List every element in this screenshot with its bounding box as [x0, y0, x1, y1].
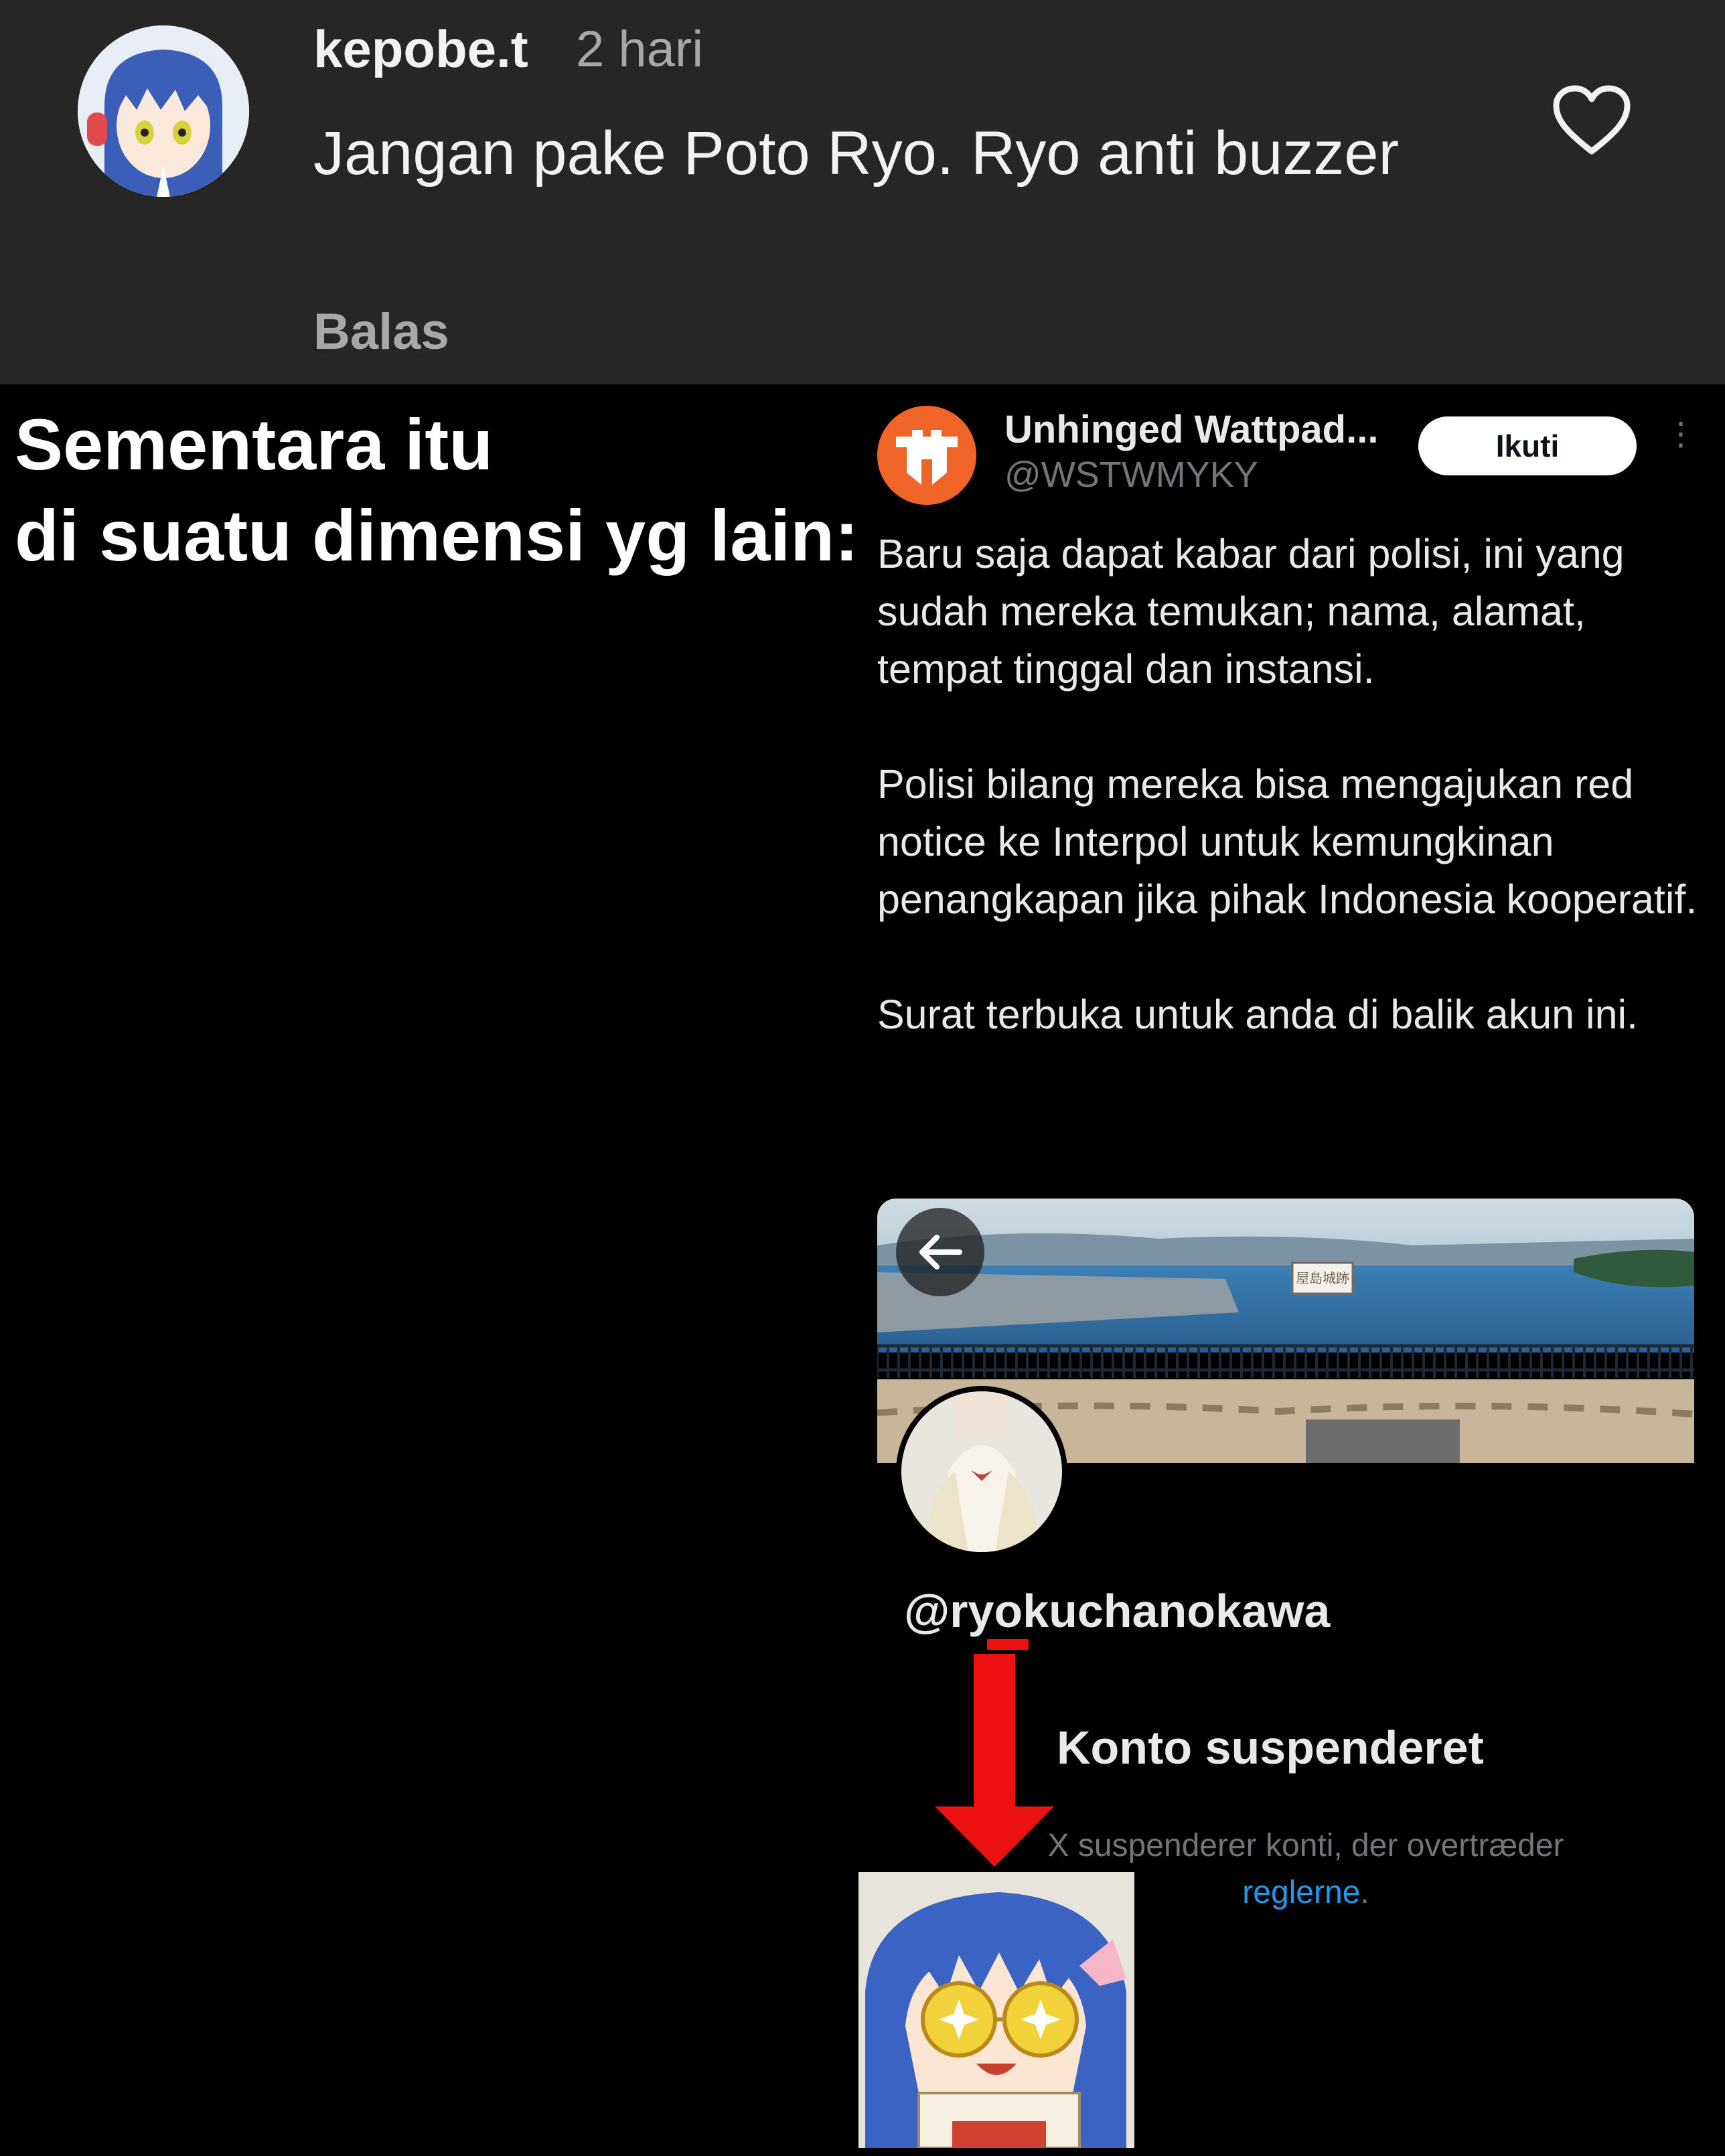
banner-sign-text: 屋島城跡: [1296, 1270, 1349, 1286]
suspended-profile-handle: @ryokuchanokawa: [904, 1585, 1331, 1637]
comment-username[interactable]: kepobe.t: [313, 19, 528, 78]
suspended-profile-avatar[interactable]: [896, 1386, 1067, 1557]
ryo-sticker-image: [858, 1872, 1134, 2148]
caption-line-2: di suatu dimensi yg lain:: [15, 495, 859, 576]
tweet-author-name[interactable]: Unhinged Wattpad...: [1004, 408, 1379, 451]
follow-button[interactable]: Ikuti: [1418, 416, 1637, 475]
heart-outline-icon[interactable]: [1552, 84, 1631, 157]
more-vertical-icon[interactable]: ⋮: [1665, 416, 1697, 452]
red-arrow-icon: [931, 1639, 1058, 1867]
suspended-message-text: X suspenderer konti, der overtræder: [1047, 1828, 1564, 1863]
rules-link[interactable]: reglerne: [1242, 1875, 1361, 1910]
commenter-avatar[interactable]: [78, 25, 249, 197]
comment-timestamp: 2 hari: [576, 21, 704, 78]
tweet-paragraph: Baru saja dapat kabar dari polisi, ini yang sudah mereka temukan; nama, alamat, tempat tinggal dan instansi.: [877, 531, 1625, 692]
caption-line-1: Sementara itu: [15, 404, 494, 485]
tweet-paragraph: Surat terbuka untuk anda di balik akun ini.: [877, 992, 1639, 1037]
tweet-text: [877, 525, 1718, 1101]
tweet-paragraph: Polisi bilang mereka bisa mengajukan red notice ke Interpol untuk kemungkinan penangkapan jika pihak Indonesia kooperatif.: [877, 761, 1698, 922]
tweet-author-avatar[interactable]: [877, 406, 976, 505]
arrow-left-icon[interactable]: [896, 1208, 984, 1296]
comment-card: [0, 0, 1725, 384]
meme-caption: [15, 399, 858, 581]
suspended-title: Konto suspenderet: [1057, 1721, 1484, 1774]
comment-text: Jangan pake Poto Ryo. Ryo anti buzzer: [313, 119, 1400, 187]
suspended-period: .: [1360, 1875, 1369, 1910]
tweet-author-handle[interactable]: @WSTWMYKY: [1004, 455, 1258, 495]
reply-button[interactable]: Balas: [313, 303, 449, 360]
